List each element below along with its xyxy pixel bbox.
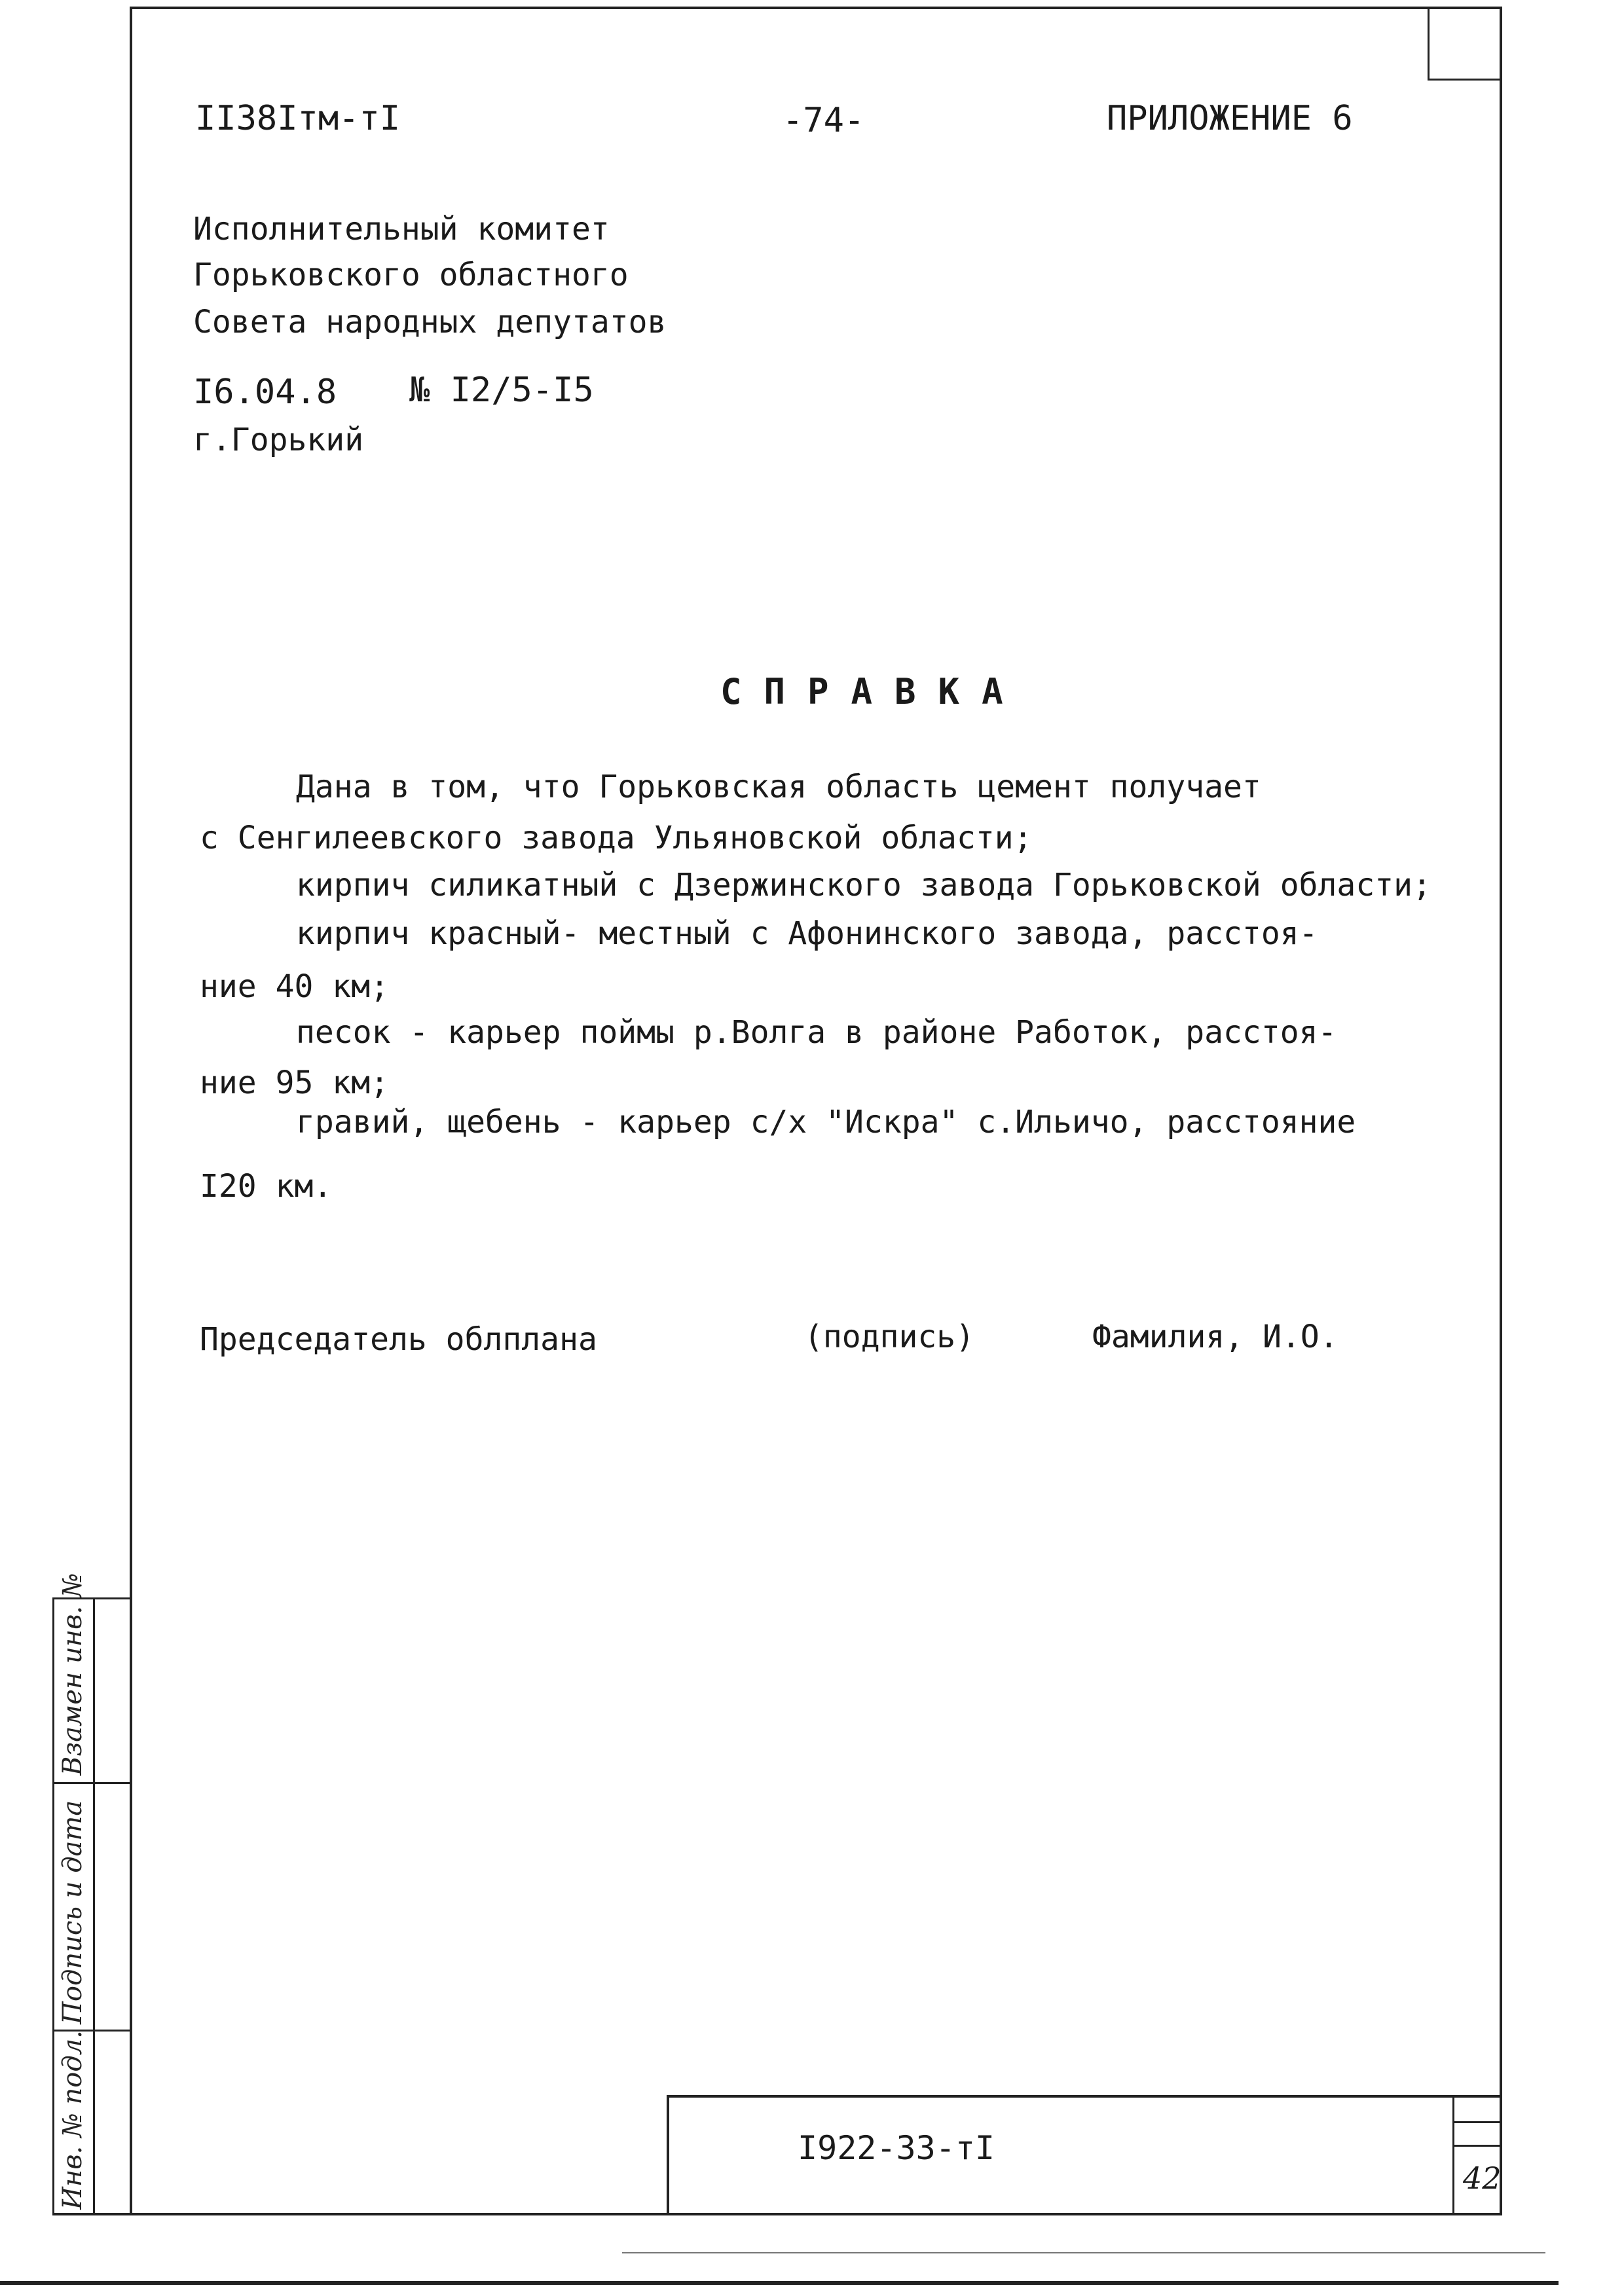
title-block-sheet-row1 xyxy=(1452,2121,1500,2123)
corner-box-bottom xyxy=(1428,79,1500,81)
page-dash-rule xyxy=(622,2252,1545,2253)
body-p5-line1: гравий, щебень - карьер с/х "Искра" с.Ильичо, расстояние xyxy=(296,1104,1356,1140)
side-stamp xyxy=(52,1573,131,2215)
document-title: СПРАВКА xyxy=(720,671,1025,712)
signature-position: Председатель облплана xyxy=(200,1321,597,1358)
title-block-top xyxy=(667,2095,1500,2098)
body-p4-line1: песок - карьер поймы р.Волга в районе Работок, расстоя- xyxy=(296,1014,1337,1051)
letter-reg-number: № I2/5-I5 xyxy=(409,371,594,410)
doc-code: II38Iтм-тI xyxy=(195,99,401,138)
title-block-sheet-divider xyxy=(1452,2095,1454,2215)
side-stamp-mid xyxy=(93,1597,95,2215)
title-block-sheet-number: 42 xyxy=(1463,2160,1502,2196)
body-p5-line2: I20 км. xyxy=(200,1168,333,1205)
letter-city: г.Горький xyxy=(193,422,364,458)
sender-line-1: Исполнительный комитет xyxy=(193,211,610,247)
signature-sign: (подпись) xyxy=(804,1319,975,1355)
title-block-sheet-row2 xyxy=(1452,2145,1500,2147)
body-p3-line1: кирпич красный- местный с Афонинского завода, расстоя- xyxy=(296,915,1318,952)
appendix-label: ПРИЛОЖЕНИЕ 6 xyxy=(1107,99,1353,138)
side-stamp-replace-label: Взамен инв. № xyxy=(58,1573,88,1776)
title-block-left xyxy=(667,2095,669,2215)
body-p1-line1: Дана в том, что Горьковская область цемент получает xyxy=(296,769,1261,805)
body-p4-line2: ние 95 км; xyxy=(200,1065,389,1101)
body-p2-line1: кирпич силикатный с Дзержинского завода Горьковской области; xyxy=(296,867,1431,903)
side-stamp-outer-left xyxy=(52,1597,54,2215)
side-stamp-sign-label: Подпись и дата xyxy=(58,1800,88,2024)
letter-date: I6.04.8 xyxy=(193,373,337,412)
corner-box-left xyxy=(1428,7,1430,80)
body-p1-line2: с Сенгилеевского завода Ульяновской области; xyxy=(200,820,1033,856)
page-bottom-rule xyxy=(0,2281,1559,2285)
page-number: -74- xyxy=(783,101,865,140)
frame-right xyxy=(1500,7,1502,2214)
body-p3-line2: ние 40 км; xyxy=(200,968,389,1005)
side-stamp-inv-label: Инв. № подл. xyxy=(58,2030,88,2210)
signature-name: Фамилия, И.О. xyxy=(1092,1319,1338,1355)
frame-top xyxy=(130,7,1500,9)
sender-line-2: Горьковского областного xyxy=(193,257,629,293)
side-stamp-div1 xyxy=(52,1782,131,1784)
title-block xyxy=(667,2095,1500,2215)
sender-line-3: Совета народных депутатов xyxy=(193,304,667,340)
title-block-code: I922-33-тI xyxy=(798,2129,995,2167)
